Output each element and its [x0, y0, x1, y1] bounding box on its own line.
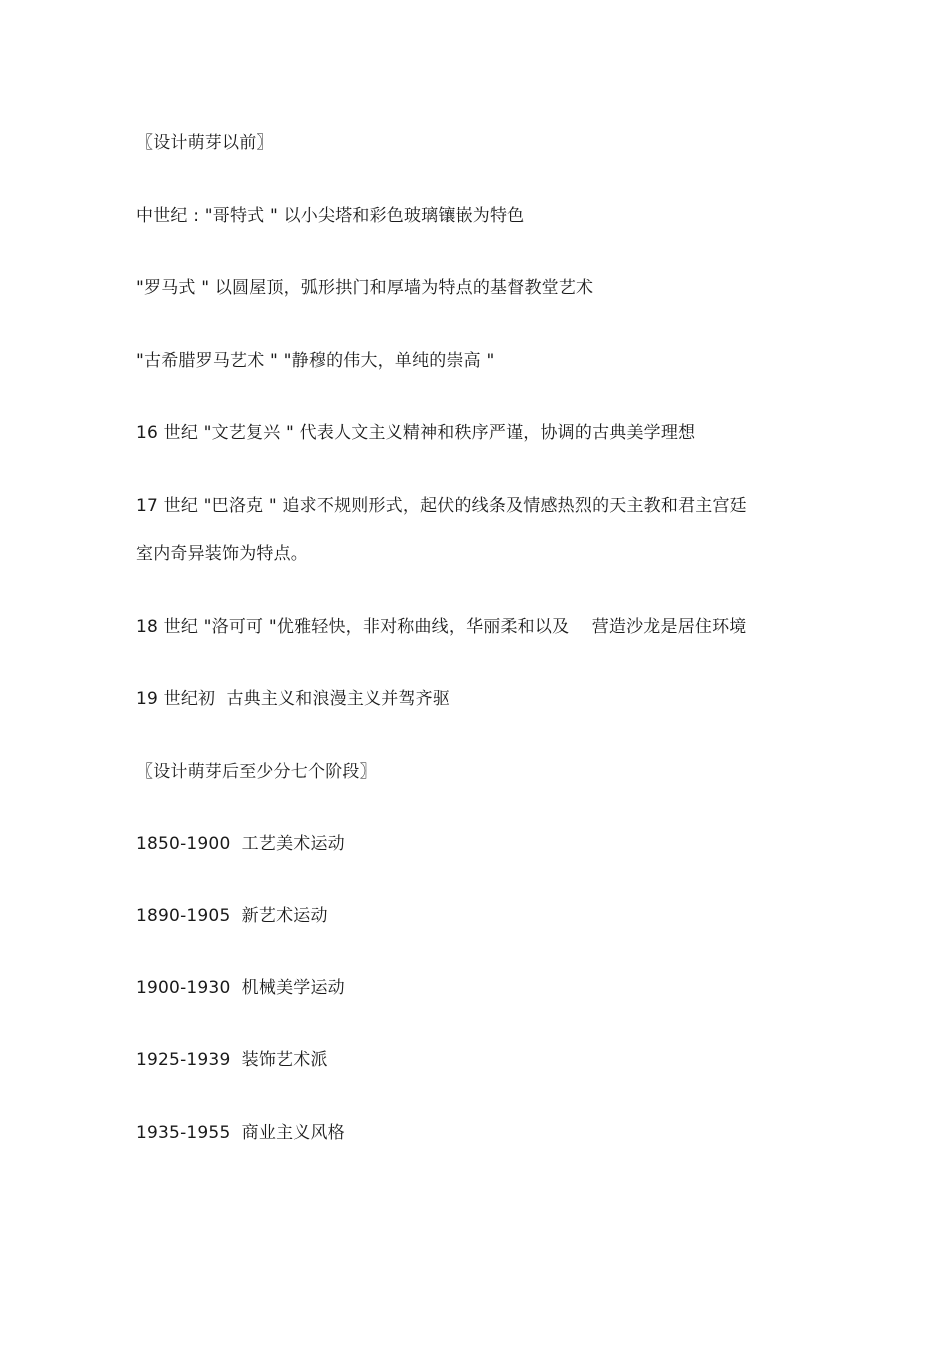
text-line-gothic: 中世纪 : "哥特式 " 以小尖塔和彩色玻璃镶嵌为特色: [136, 206, 525, 226]
text-line-baroque-continued: 室内奇异装饰为特点。: [136, 544, 308, 564]
list-item: 1900-1930 机械美学运动: [136, 978, 345, 998]
list-item: 1850-1900 工艺美术运动: [136, 834, 345, 854]
section-heading-after-design: 〖设计萌芽后至少分七个阶段〗: [136, 762, 377, 782]
text-line-baroque: 17 世纪 "巴洛克 " 追求不规则形式，起伏的线条及情感热烈的天主教和君主宫廷: [136, 496, 747, 516]
text-line-rococo: 18 世纪 "洛可可 "优雅轻快，非对称曲线，华丽柔和以及 营造沙龙是居住环境: [136, 617, 747, 637]
section-heading-before-design: 〖设计萌芽以前〗: [136, 133, 274, 153]
list-item: 1925-1939 装饰艺术派: [136, 1050, 328, 1070]
text-line-romanesque: "罗马式 " 以圆屋顶，弧形拱门和厚墙为特点的基督教堂艺术: [136, 278, 594, 298]
text-line-greco-roman: "古希腊罗马艺术 " "静穆的伟大，单纯的崇高 ": [136, 351, 495, 371]
text-line-renaissance: 16 世纪 "文艺复兴 " 代表人文主义精神和秩序严谨，协调的古典美学理想: [136, 423, 696, 443]
list-item: 1890-1905 新艺术运动: [136, 906, 328, 926]
list-item: 1935-1955 商业主义风格: [136, 1123, 345, 1143]
text-line-19th-century: 19 世纪初 古典主义和浪漫主义并驾齐驱: [136, 689, 451, 709]
